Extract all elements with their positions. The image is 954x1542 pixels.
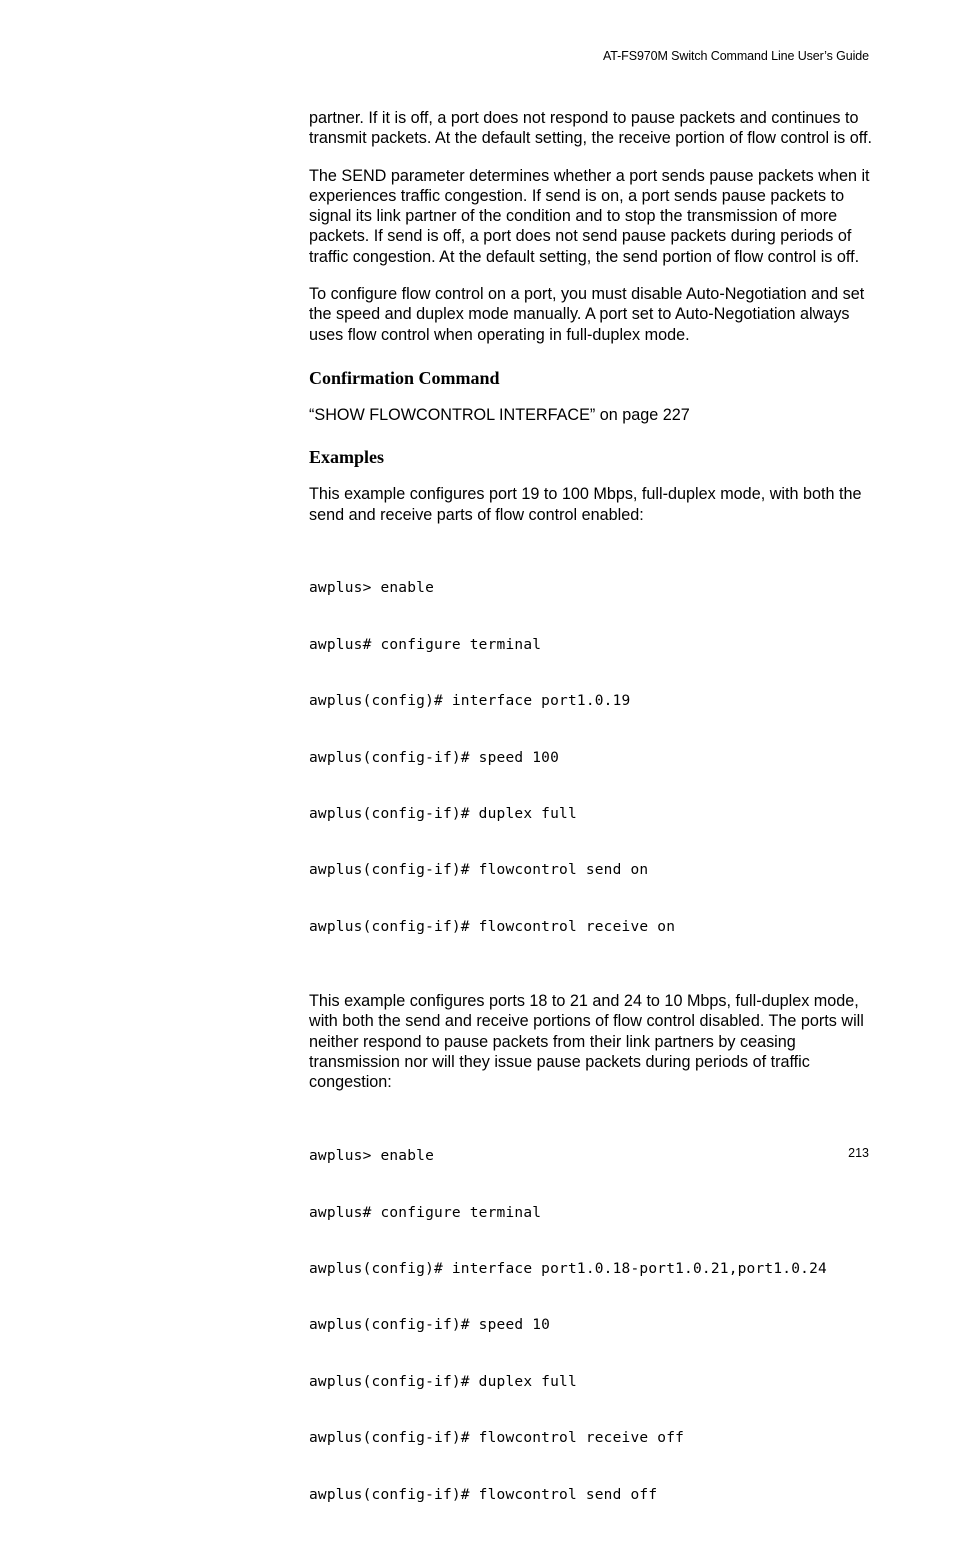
code-line: awplus(config-if)# flowcontrol receive off xyxy=(309,1430,685,1447)
code-line: awplus(config)# interface port1.0.19 xyxy=(309,693,631,710)
code-line: awplus# configure terminal xyxy=(309,636,542,653)
example2-code-block xyxy=(309,1110,875,1542)
code-line: awplus(config)# interface port1.0.18-port1.0.21,port1.0.24 xyxy=(309,1261,827,1278)
page-content xyxy=(309,108,875,1542)
code-line: awplus> enable xyxy=(309,1148,435,1165)
page-number: 213 xyxy=(848,1146,869,1160)
code-line: awplus(config-if)# flowcontrol receive on xyxy=(309,918,676,935)
running-header: AT-FS970M Switch Command Line User’s Guide xyxy=(602,49,869,63)
code-line: awplus(config-if)# flowcontrol send off xyxy=(309,1486,658,1503)
examples-heading: Examples xyxy=(309,447,385,468)
paragraph-send-description: The SEND parameter determines whether a port sends pause packets when it experiences traffic congestion. If send is on, a port sends pause packets to signal its link partner of the condition and to stop the transmission of more packets. If send is off, a port does not send pause packets during periods of traffic congestion. At the default setting, the send portion of flow control is off. xyxy=(309,166,870,266)
example1-code-block xyxy=(309,542,875,974)
paragraph-receive-description: partner. If it is off, a port does not respond to pause packets and continues to transmit packets. At the default setting, the receive portion of flow control is off. xyxy=(309,109,872,148)
code-line: awplus(config-if)# duplex full xyxy=(309,1373,577,1390)
example1-description: This example configures port 19 to 100 Mbps, full-duplex mode, with both the send and receive parts of flow control enabled: xyxy=(309,485,862,524)
code-line: awplus(config-if)# speed 100 xyxy=(309,749,560,766)
confirmation-command-reference: “SHOW FLOWCONTROL INTERFACE” on page 227 xyxy=(309,405,690,424)
confirmation-command-heading: Confirmation Command xyxy=(309,367,500,388)
code-line: awplus> enable xyxy=(309,580,435,597)
paragraph-configure-note: To configure flow control on a port, you must disable Auto-Negotiation and set the speed and duplex mode manually. A port set to Auto-Negotiation always uses flow control when operating in full-duplex mode. xyxy=(309,285,865,344)
code-line: awplus(config-if)# speed 10 xyxy=(309,1317,551,1334)
code-line: awplus(config-if)# flowcontrol send on xyxy=(309,862,649,879)
code-line: awplus(config-if)# duplex full xyxy=(309,806,577,823)
code-line: awplus# configure terminal xyxy=(309,1204,542,1221)
example2-description: This example configures ports 18 to 21 and 24 to 10 Mbps, full-duplex mode, with both the send and receive portions of flow control disabled. The ports will neither respond to pause packets from their link partners by ceasing transmission nor will they issue pause packets during periods of traffic congestion: xyxy=(309,992,864,1092)
